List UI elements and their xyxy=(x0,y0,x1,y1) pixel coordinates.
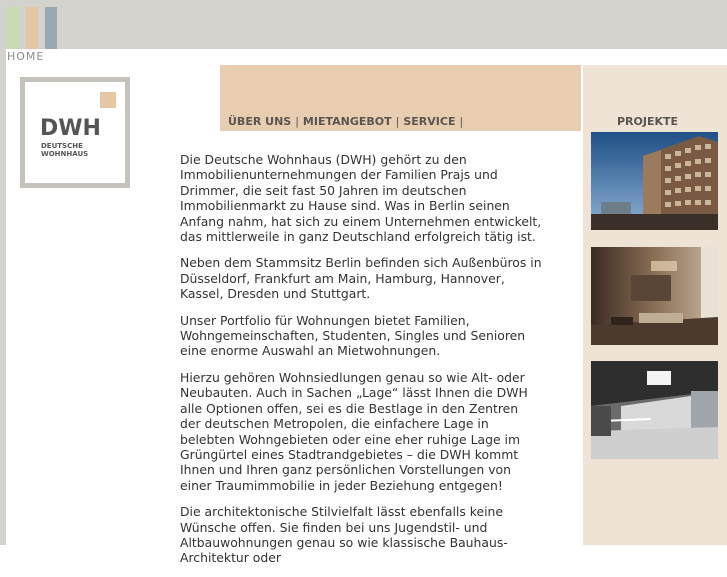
projects-heading: PROJEKTE xyxy=(617,115,679,128)
main-content xyxy=(180,152,542,577)
logo-subtitle xyxy=(41,142,88,158)
nav-ueber-uns[interactable]: ÜBER UNS xyxy=(228,115,292,128)
dwh-logo[interactable] xyxy=(20,77,130,188)
logo-subtitle-line2: WOHNHAUS xyxy=(41,150,89,158)
navigation-band xyxy=(220,65,581,131)
logo-accent-square xyxy=(100,92,116,108)
projects-sidebar xyxy=(583,65,727,545)
nav-separator: | xyxy=(459,115,464,128)
content-paragraph: Neben dem Stammsitz Berlin befinden sich Außenbüros in Düsseldorf, Frankfurt am Main, Hamburg, Hannover, Kassel, Dresden und Stuttgart. xyxy=(180,255,542,302)
content-paragraph: Die Deutsche Wohnhaus (DWH) gehört zu den Immobilienunternehmungen der Familien Prajs und Drimmer, die seit fast 50 Jahren im deutschen Immobilienmarkt zu Hause sind. Was in Berlin seinen Anfang nahm, hat sich zu einem Unternehmen entwickelt, das mittlerweile in ganz Deutschland erfolgreich tätig ist. xyxy=(180,152,542,245)
content-paragraph: Die architektonische Stilvielfalt lässt ebenfalls keine Wünsche offen. Sie finden bei uns Jugendstil- und Altbauwohnungen genau so wie klassische Bauhaus-Architektur oder xyxy=(180,504,508,566)
blue-stripe xyxy=(45,7,57,49)
logo-subtitle-line1: DEUTSCHE xyxy=(41,142,83,150)
beige-stripe xyxy=(26,7,38,49)
home-link[interactable]: HOME xyxy=(7,50,45,63)
left-edge-bar xyxy=(0,49,6,545)
project-image-atrium[interactable] xyxy=(591,361,718,459)
nav-separator: | xyxy=(295,115,299,128)
green-stripe xyxy=(7,7,19,49)
logo-title: DWH xyxy=(40,116,101,141)
nav-separator: | xyxy=(395,115,400,128)
nav-service[interactable]: SERVICE xyxy=(403,115,456,128)
content-paragraph: Unser Portfolio für Wohnungen bietet Familien, Wohngemeinschaften, Studenten, Singles und Senioren eine enorme Auswahl an Mietwohnungen. xyxy=(180,312,526,359)
nav-mietangebot[interactable]: MIETANGEBOT xyxy=(302,115,392,128)
header-bar xyxy=(0,0,727,49)
main-nav xyxy=(228,115,467,128)
project-image-building[interactable] xyxy=(591,132,718,230)
content-paragraph: Hierzu gehören Wohnsiedlungen genau so wie Alt- oder Neubauten. Auch in Sachen „Lage“ lässt Ihnen die DWH alle Optionen offen, sei es die Bestlage in den Zentren der deutschen Metropolen, die einfachere Lage in belebten Wohngebieten oder eine eher ruhige Lage im Grüngürtel eines Stadtrandgebietes – die DWH kommt Ihnen und Ihren ganz persönlichen Vorstellungen von einer Traumimmobilie in jeder Beziehung entgegen! xyxy=(180,369,528,493)
project-image-interior[interactable] xyxy=(591,247,718,345)
